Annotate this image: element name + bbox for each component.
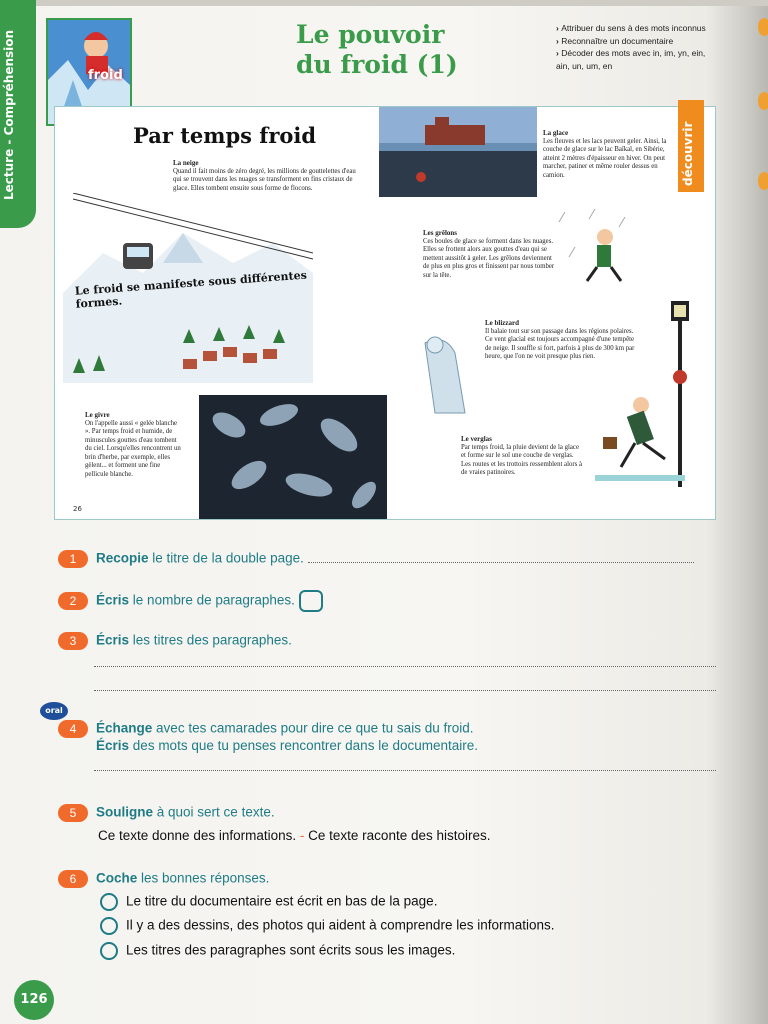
section-tab-label: Lecture - Compréhension xyxy=(2,29,16,200)
exercise-instruction: avec tes camarades pour dire ce que tu sais du froid. xyxy=(156,720,474,736)
objective-item: › Décoder des mots avec in, im, yn, ein, xyxy=(556,47,716,60)
checkbox-option[interactable] xyxy=(100,893,437,911)
exercise-verb: Souligne xyxy=(96,804,153,820)
page-top-edge xyxy=(0,0,768,6)
paragraph-les-grelons xyxy=(423,229,557,280)
exercise-verb: Écris xyxy=(96,592,130,608)
paragraph-title: Le verglas xyxy=(461,435,492,443)
slipping-man-illustration xyxy=(595,387,685,487)
exercise-instruction: les titres des paragraphes. xyxy=(132,632,292,648)
page-title xyxy=(296,20,458,80)
paragraph-title: La glace xyxy=(543,129,569,137)
answer-line[interactable] xyxy=(94,690,716,691)
exercise-4 xyxy=(58,720,478,753)
exercise-6 xyxy=(58,870,269,888)
checkbox-circle[interactable] xyxy=(100,893,118,911)
checkbox-circle[interactable] xyxy=(100,942,118,960)
facing-page-marker xyxy=(758,172,768,190)
exercise-5-sentences xyxy=(98,828,491,843)
separator-dash: - xyxy=(299,828,305,843)
page-title-line-2: du froid (1) xyxy=(296,50,458,79)
objectives-list xyxy=(556,22,716,72)
checkbox-circle[interactable] xyxy=(100,917,118,935)
exercise-number: 2 xyxy=(58,592,88,610)
paragraph-text: Quand il fait moins de zéro degré, les millions de gouttelettes d'eau qui se trouvent dans les nuages se transforment en fins cristaux de glace. Elles tombent ensuite sous forme de flocons. xyxy=(173,167,356,192)
paragraph-title: Le blizzard xyxy=(485,319,520,327)
paragraph-le-verglas xyxy=(461,435,585,478)
answer-box[interactable] xyxy=(299,590,323,612)
exercise-number: 1 xyxy=(58,550,88,568)
exercise-instruction: le titre de la double page. xyxy=(152,550,304,566)
paragraph-title: La neige xyxy=(173,159,199,167)
exercise-instruction: des mots que tu penses rencontrer dans le documentaire. xyxy=(132,738,478,753)
exercise-verb: Recopie xyxy=(96,550,149,566)
blizzard-character-illustration xyxy=(405,323,485,423)
facing-page-marker xyxy=(758,18,768,36)
paragraph-le-blizzard xyxy=(485,319,635,362)
oral-badge: oral xyxy=(40,702,68,720)
paragraph-text: Ces boules de glace se forment dans les nuages. Elles se frottent alors aux gouttes d'eau qui se mettent aussitôt à geler. Les grêlons deviennent de plus en plus gros et finissent par nous tomber sur la tête. xyxy=(423,237,555,279)
exercise-verb: Écris xyxy=(96,738,130,753)
paragraph-la-glace xyxy=(543,129,667,180)
option-label: Il y a des dessins, des photos qui aident à comprendre les informations. xyxy=(126,917,555,933)
wave-caption: Le froid se manifeste sous différentes formes. xyxy=(74,268,308,311)
sentence-option[interactable]: Ce texte raconte des histoires. xyxy=(308,828,491,843)
exercise-verb: Coche xyxy=(96,870,138,886)
exercise-instruction: le nombre de paragraphes. xyxy=(132,592,295,608)
documentary-panel xyxy=(54,106,716,520)
option-label: Les titres des paragraphes sont écrits sous les images. xyxy=(126,942,456,958)
answer-line[interactable] xyxy=(94,666,716,667)
facing-page-marker xyxy=(758,92,768,110)
thumbnail-label: froid xyxy=(88,68,123,83)
answer-line[interactable] xyxy=(94,770,716,771)
exercise-4-second-line xyxy=(96,738,478,753)
exercise-number: 4 xyxy=(58,720,88,738)
exercise-verb: Écris xyxy=(96,632,130,648)
checkbox-option[interactable] xyxy=(100,942,455,960)
hail-character-illustration xyxy=(555,207,645,297)
exercise-instruction: à quoi sert ce texte. xyxy=(156,804,275,820)
documentary-page-number: 26 xyxy=(73,505,82,513)
exercise-3 xyxy=(58,632,292,650)
paragraph-la-neige xyxy=(173,159,363,193)
page-title-line-1: Le pouvoir xyxy=(296,20,445,49)
paragraph-text: Par temps froid, la pluie devient de la glace et forme sur le sol une couche de verglas. Les routes et les trottoirs ressemblent alors à de vraies patinoires. xyxy=(461,443,582,476)
exercise-1 xyxy=(58,550,694,568)
frost-leaves-photo xyxy=(199,395,387,519)
decouvrir-banner xyxy=(678,100,704,192)
frozen-lake-photo xyxy=(379,107,537,197)
checkbox-option[interactable] xyxy=(100,917,555,935)
answer-line[interactable] xyxy=(308,552,694,563)
paragraph-text: Il balaie tout sur son passage dans les régions polaires. Ce vent glacial est toujours accompagné d'une tempête de neige. Il souffle si fort, parfois à plus de 300 km par heure, que l'on ne voit presque plus rien. xyxy=(485,327,635,360)
objective-item-continued: ain, un, um, en xyxy=(556,60,613,71)
objective-item: › Reconnaître un documentaire xyxy=(556,35,716,48)
paragraph-title: Les grêlons xyxy=(423,229,458,237)
page-number: 126 xyxy=(14,980,54,1020)
paragraph-title: Le givre xyxy=(85,411,110,419)
paragraph-le-givre xyxy=(85,411,181,479)
exercise-number: 6 xyxy=(58,870,88,888)
decouvrir-label: découvrir xyxy=(681,121,695,186)
exercise-number: 5 xyxy=(58,804,88,822)
exercise-2 xyxy=(58,590,323,612)
exercise-verb: Échange xyxy=(96,720,153,736)
exercise-number: 3 xyxy=(58,632,88,650)
sentence-option[interactable]: Ce texte donne des informations. xyxy=(98,828,297,843)
paragraph-text: Les fleuves et les lacs peuvent geler. Ainsi, la couche de glace sur le lac Baïkal, en Sibérie, atteint 2 mètres d'épaisseur en hiver. On peut marcher, patiner et même rouler dessus en camion. xyxy=(543,137,667,179)
documentary-title: Par temps froid xyxy=(133,123,317,148)
option-label: Le titre du documentaire est écrit en bas de la page. xyxy=(126,893,438,909)
exercise-5 xyxy=(58,804,275,822)
exercise-instruction: les bonnes réponses. xyxy=(141,870,270,886)
objective-item: › Attribuer du sens à des mots inconnus xyxy=(556,22,716,35)
paragraph-text: On l'appelle aussi « gelée blanche ». Par temps froid et humide, de minuscules gouttes d'eau tombent du ciel. Lorsqu'elles rencontrent un brin d'herbe, par exemple, elles gèlent... et forment une fine pellicule blanche. xyxy=(85,419,181,478)
section-tab xyxy=(0,0,36,228)
